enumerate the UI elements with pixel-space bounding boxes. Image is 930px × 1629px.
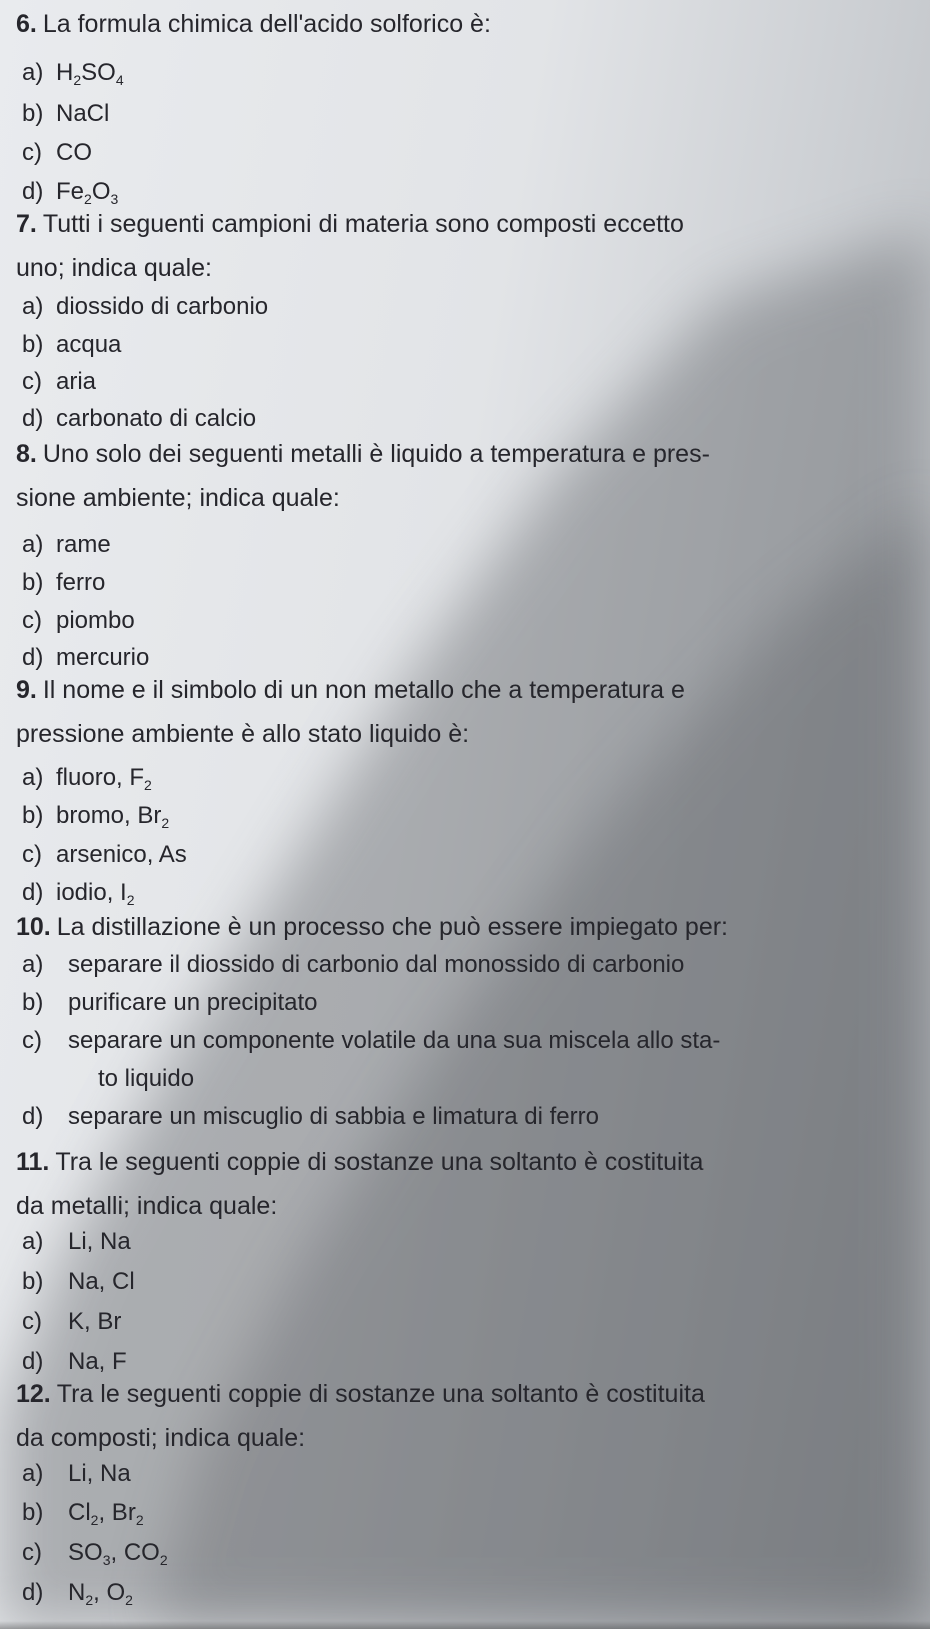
q8-option-c xyxy=(22,604,135,638)
q10-option-c xyxy=(22,1024,720,1058)
q8-option-b xyxy=(22,566,105,600)
option-letter: a) xyxy=(22,59,44,86)
q12-option-b xyxy=(22,1496,144,1537)
option-letter: a) xyxy=(22,1228,44,1255)
option-letter: c) xyxy=(22,139,42,166)
option-letter: b) xyxy=(22,802,44,829)
question-number: 11. xyxy=(16,1148,50,1176)
option-letter: a) xyxy=(22,1460,44,1487)
question-number: 7. xyxy=(16,210,37,238)
question-10 xyxy=(16,905,916,949)
q9-option-a xyxy=(22,761,152,802)
option-text: piombo xyxy=(56,607,135,634)
option-letter: d) xyxy=(22,1103,44,1130)
page-bottom-edge xyxy=(0,1621,930,1629)
question-text-line2: da composti; indica quale: xyxy=(16,1424,306,1452)
option-letter: b) xyxy=(22,1499,44,1526)
question-text-line2: sione ambiente; indica quale: xyxy=(16,484,340,512)
option-text: NaCl xyxy=(56,100,110,127)
option-text: fluoro, $F_2$ xyxy=(56,764,152,793)
question-number: 10. xyxy=(16,913,51,941)
question-text: La formula chimica dell'acido solforico è: xyxy=(42,10,491,38)
question-6 xyxy=(16,2,916,46)
option-text: to liquido xyxy=(98,1065,195,1092)
option-letter: c) xyxy=(22,1027,42,1054)
q12-option-d xyxy=(22,1576,133,1617)
option-letter: b) xyxy=(22,569,44,596)
option-text: carbonato di calcio xyxy=(56,405,257,432)
option-text: rame xyxy=(56,531,111,558)
option-text: aria xyxy=(56,368,97,395)
q10-option-c-continuation xyxy=(98,1062,194,1096)
option-text: ferro xyxy=(56,569,106,596)
option-text: diossido di carbonio xyxy=(56,293,269,320)
option-text: $Fe_2O_3$ xyxy=(56,178,119,207)
option-letter: a) xyxy=(22,951,44,978)
question-text-line1: Tutti i seguenti campioni di materia sono composti eccetto xyxy=(42,210,684,238)
question-text-line2: da metalli; indica quale: xyxy=(16,1192,278,1220)
option-text: iodio, $I_2$ xyxy=(56,879,135,908)
q9-option-b xyxy=(22,799,169,840)
question-text-line1: Tra le seguenti coppie di sostanze una soltanto è costituita xyxy=(56,1380,705,1408)
option-text: Li, Na xyxy=(68,1228,131,1255)
q11-option-a xyxy=(22,1225,131,1259)
question-text-line1: Il nome e il simbolo di un non metallo che a temperatura e xyxy=(42,676,685,704)
question-text-line2: uno; indica quale: xyxy=(16,254,212,282)
option-letter: b) xyxy=(22,331,44,358)
option-text: bromo, $Br_2$ xyxy=(56,802,170,831)
question-number: 12. xyxy=(16,1380,51,1408)
option-text: $N_2$, $O_2$ xyxy=(68,1579,133,1608)
option-text: CO xyxy=(56,139,92,166)
option-letter: c) xyxy=(22,1308,42,1335)
q10-option-a xyxy=(22,948,684,982)
question-7 xyxy=(16,202,916,290)
option-letter: c) xyxy=(22,368,42,395)
q10-option-d xyxy=(22,1100,599,1134)
question-number: 8. xyxy=(16,440,37,468)
option-letter: b) xyxy=(22,100,44,127)
q11-option-b xyxy=(22,1265,135,1299)
option-letter: a) xyxy=(22,293,44,320)
option-text: $H_2SO_4$ xyxy=(56,59,124,88)
option-text: mercurio xyxy=(56,644,150,671)
option-letter: a) xyxy=(22,531,44,558)
q7-option-b xyxy=(22,328,121,362)
option-letter: c) xyxy=(22,841,42,868)
option-text: $Cl_2$, $Br_2$ xyxy=(68,1499,144,1528)
option-text: purificare un precipitato xyxy=(68,989,318,1016)
q6-option-c xyxy=(22,136,92,170)
q7-option-a xyxy=(22,290,268,324)
question-number: 6. xyxy=(16,10,37,38)
option-letter: a) xyxy=(22,764,44,791)
option-letter: d) xyxy=(22,1579,44,1606)
question-9 xyxy=(16,668,916,756)
option-text: Na, F xyxy=(68,1348,127,1375)
option-letter: c) xyxy=(22,1539,42,1566)
question-12 xyxy=(16,1372,916,1460)
q8-option-a xyxy=(22,528,111,562)
option-letter: d) xyxy=(22,178,44,205)
option-text: $SO_3$, $CO_2$ xyxy=(68,1539,168,1568)
q7-option-d xyxy=(22,402,256,436)
option-letter: b) xyxy=(22,1268,44,1295)
option-text: Li, Na xyxy=(68,1460,131,1487)
option-letter: d) xyxy=(22,879,44,906)
option-letter: b) xyxy=(22,989,44,1016)
question-number: 9. xyxy=(16,676,37,704)
option-letter: c) xyxy=(22,607,42,634)
question-text: La distillazione è un processo che può essere impiegato per: xyxy=(56,913,729,941)
option-letter: d) xyxy=(22,644,44,671)
option-text: arsenico, As xyxy=(56,841,187,868)
question-8 xyxy=(16,432,916,520)
option-text: acqua xyxy=(56,331,122,358)
q6-option-a xyxy=(22,56,124,97)
q10-option-b xyxy=(22,986,317,1020)
question-11 xyxy=(16,1140,916,1228)
q11-option-c xyxy=(22,1305,121,1339)
option-text: Na, Cl xyxy=(68,1268,135,1295)
q6-option-b xyxy=(22,97,109,131)
q12-option-c xyxy=(22,1536,168,1577)
option-letter: d) xyxy=(22,1348,44,1375)
question-text-line2: pressione ambiente è allo stato liquido è: xyxy=(16,720,470,748)
option-text: separare un miscuglio di sabbia e limatura di ferro xyxy=(68,1103,599,1130)
option-letter: d) xyxy=(22,405,44,432)
option-text: separare un componente volatile da una sua miscela allo sta- xyxy=(68,1027,721,1054)
q9-option-c xyxy=(22,838,187,872)
question-text-line1: Uno solo dei seguenti metalli è liquido a temperatura e pres- xyxy=(42,440,710,468)
option-text: separare il diossido di carbonio dal monossido di carbonio xyxy=(68,951,685,978)
question-text-line1: Tra le seguenti coppie di sostanze una soltanto è costituita xyxy=(55,1148,704,1176)
q7-option-c xyxy=(22,365,96,399)
option-text: K, Br xyxy=(68,1308,122,1335)
q12-option-a xyxy=(22,1457,131,1491)
